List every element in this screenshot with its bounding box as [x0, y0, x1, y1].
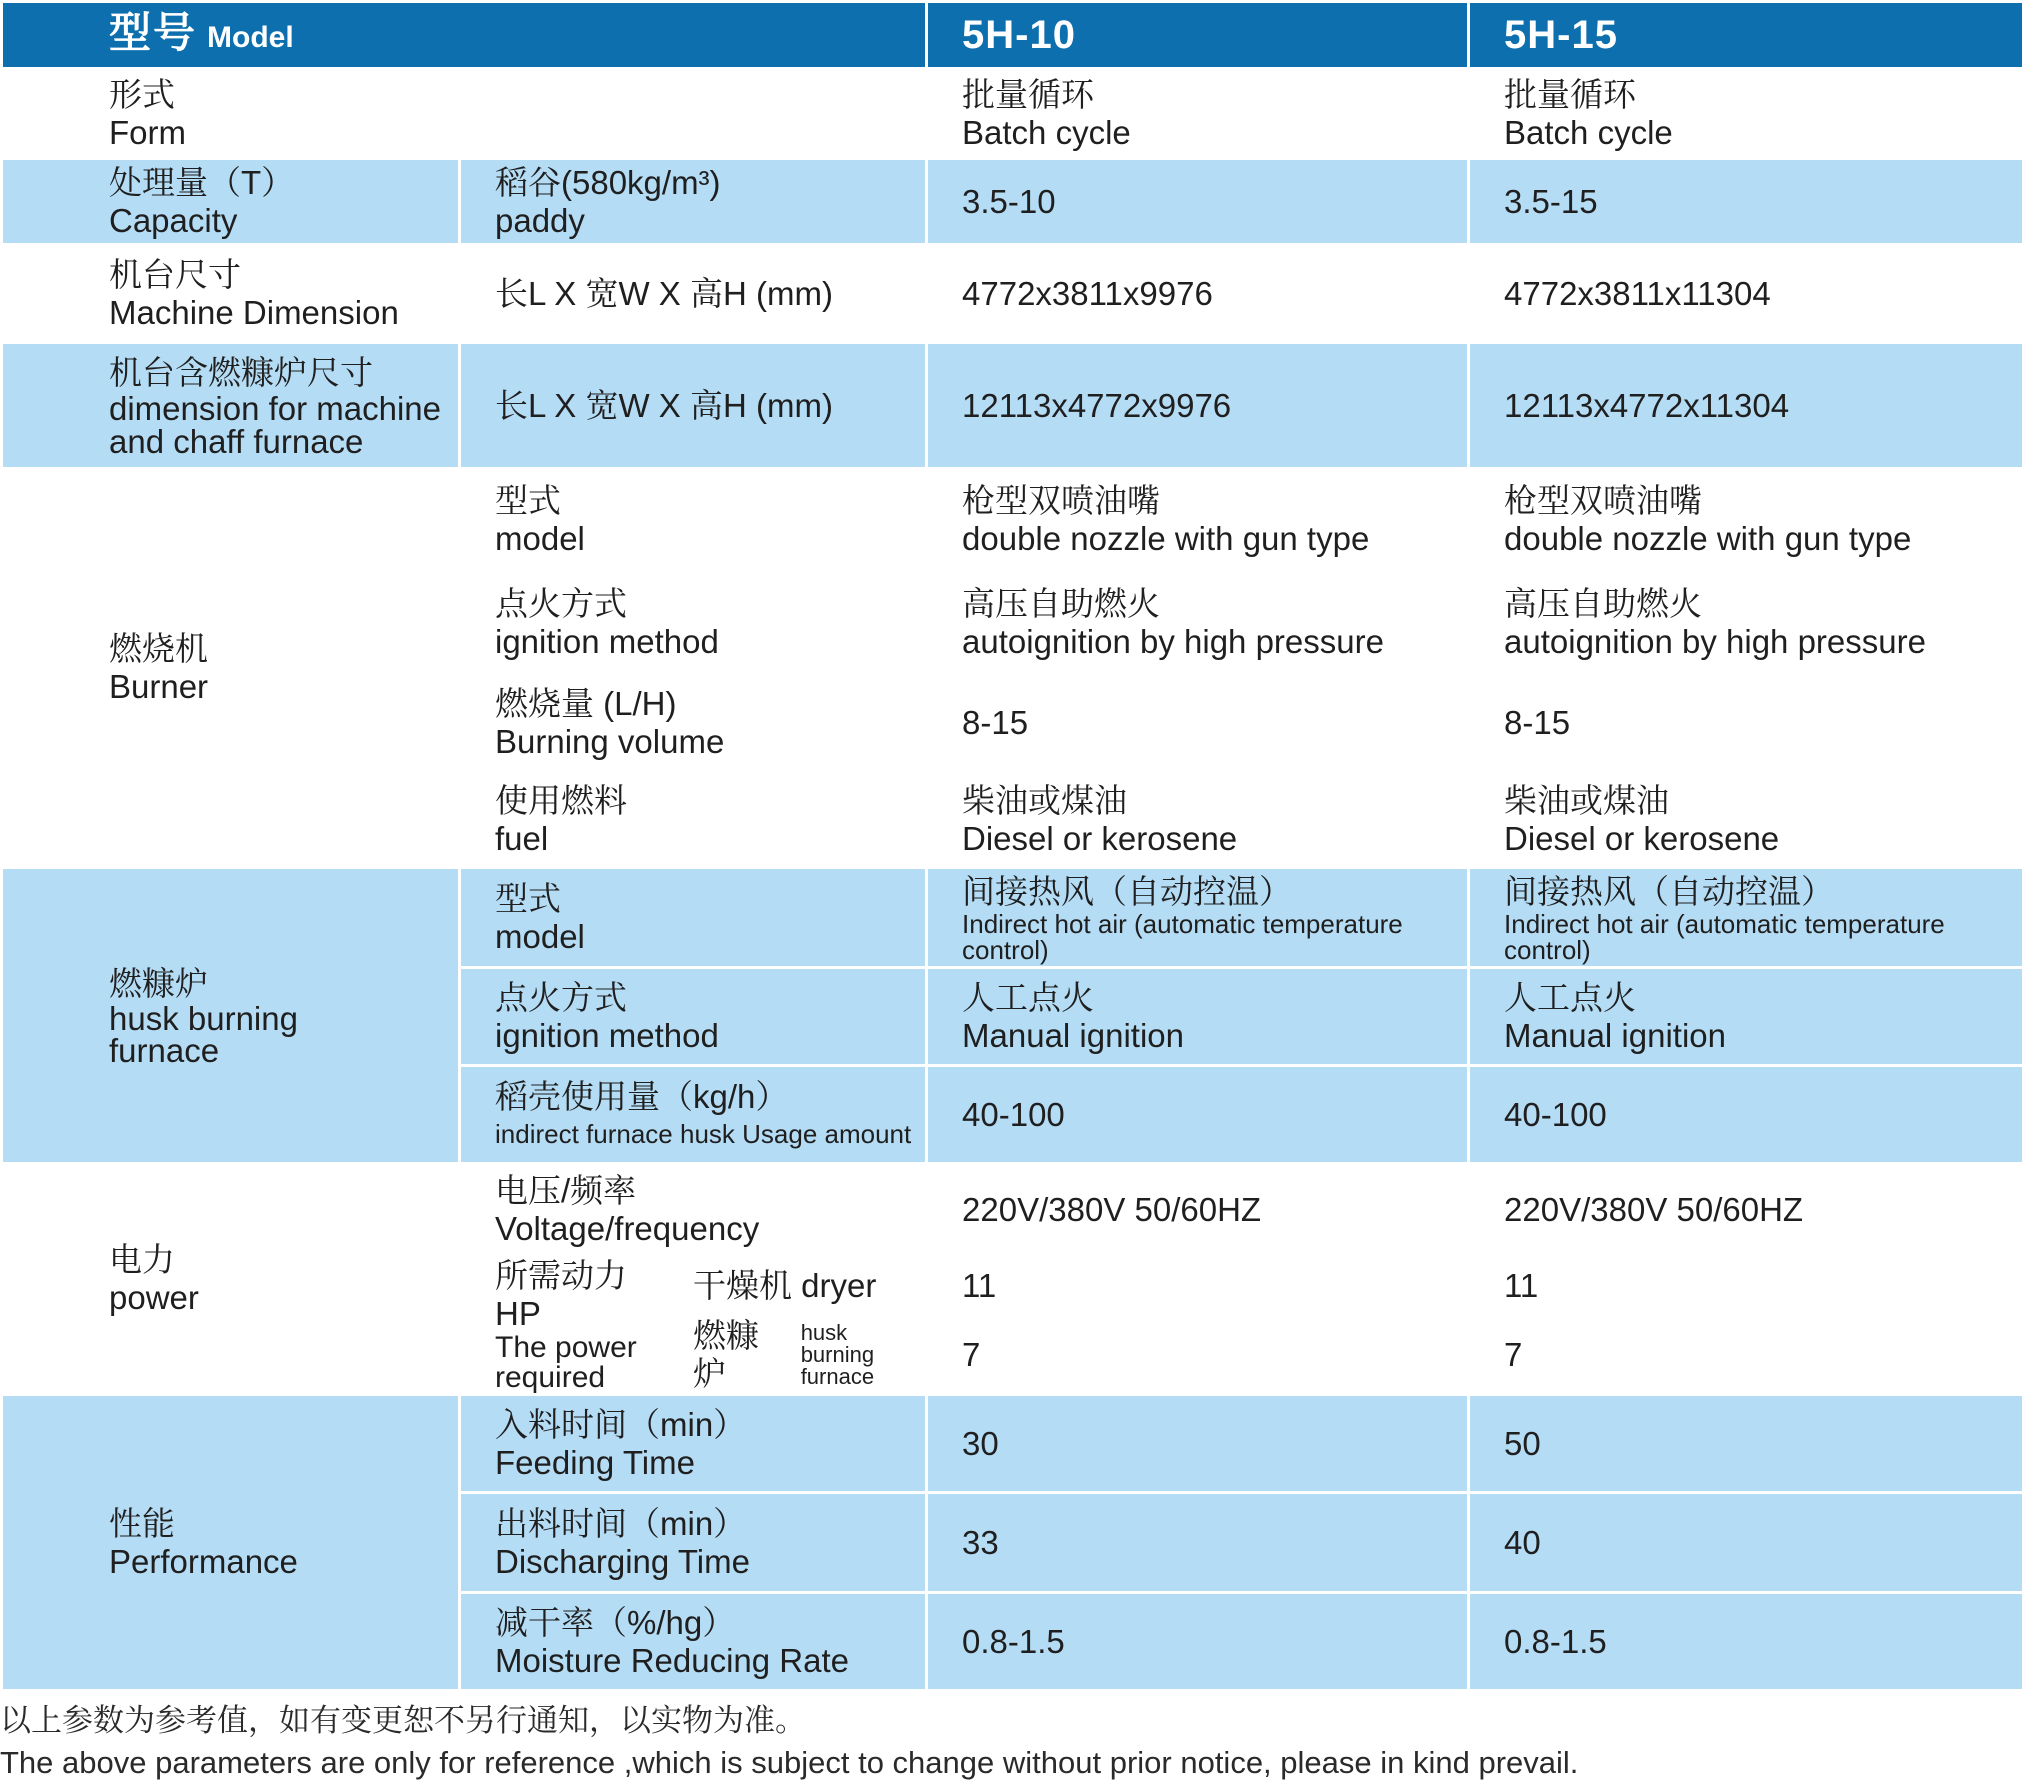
value-cell: 高压自助燃火 autoignition by high pressure [927, 572, 1469, 674]
header-model [2, 2, 927, 69]
group-label-power: 电力 power [2, 1164, 460, 1395]
sub-label: 减干率（%/hg） Moisture Reducing Rate [460, 1593, 927, 1691]
value-cell: 7 [927, 1316, 1469, 1395]
value-cell: 11 [1469, 1256, 2022, 1316]
group-label-burner: 燃烧机 Burner [2, 469, 460, 868]
sub-label: 点火方式 ignition method [460, 968, 927, 1066]
sub-label: 电压/频率 Voltage/frequency [460, 1164, 927, 1256]
table-row [2, 1164, 2022, 1256]
value-cell: 间接热风（自动控温） Indirect hot air (automatic temperature control) [927, 868, 1469, 968]
table-row [2, 469, 2022, 572]
value-cell: 人工点火 Manual ignition [1469, 968, 2022, 1066]
sub-label: 型式 model [460, 868, 927, 968]
value-cell: 11 [927, 1256, 1469, 1316]
footnote-en: The above parameters are only for reference ,which is subject to change without prior notice, please in kind prevail. [0, 1742, 1578, 1784]
value-cell: 柴油或煤油 Diesel or kerosene [1469, 772, 2022, 868]
value-cell: 40-100 [1469, 1066, 2022, 1164]
row-label: 处理量（T） Capacity [2, 159, 460, 245]
value-cell: 40 [1469, 1493, 2022, 1593]
empty-cell [460, 69, 927, 159]
table-row [2, 245, 2022, 343]
power-required-label: 所需动力 HP The power required [460, 1256, 680, 1395]
value-cell: 33 [927, 1493, 1469, 1593]
footnotes [0, 1700, 1578, 1784]
value-cell: 40-100 [927, 1066, 1469, 1164]
value-cell: 50 [1469, 1395, 2022, 1493]
table-header [2, 2, 2022, 69]
row-label: 机台含燃糠炉尺寸 dimension for machine and chaff furnace [2, 343, 460, 469]
value-cell: 批量循环 Batch cycle [927, 69, 1469, 159]
sub-label: 点火方式 ignition method [460, 572, 927, 674]
table-row [2, 159, 2022, 245]
value-cell: 高压自助燃火 autoignition by high pressure [1469, 572, 2022, 674]
sub-label: 型式 model [460, 469, 927, 572]
value-cell: 枪型双喷油嘴 double nozzle with gun type [1469, 469, 2022, 572]
group-label-husk-furnace: 燃糠炉 husk burning furnace [2, 868, 460, 1164]
value-cell: 人工点火 Manual ignition [927, 968, 1469, 1066]
value-cell: 间接热风（自动控温） Indirect hot air (automatic temperature control) [1469, 868, 2022, 968]
sub-label: 长L X 宽W X 高H (mm) [460, 245, 927, 343]
value-cell: 4772x3811x9976 [927, 245, 1469, 343]
sub-label: 燃烧量 (L/H) Burning volume [460, 674, 927, 772]
value-cell: 8-15 [927, 674, 1469, 772]
row-label: 机台尺寸 Machine Dimension [2, 245, 460, 343]
value-cell: 12113x4772x9976 [927, 343, 1469, 469]
value-cell: 批量循环 Batch cycle [1469, 69, 2022, 159]
footnote-cn: 以上参数为参考值，如有变更恕不另行通知，以实物为准。 [0, 1700, 1578, 1742]
value-cell: 3.5-15 [1469, 159, 2022, 245]
value-cell: 0.8-1.5 [1469, 1593, 2022, 1691]
sub-label: 长L X 宽W X 高H (mm) [460, 343, 927, 469]
header-model-en: Model [207, 21, 294, 54]
group-label-performance: 性能 Performance [2, 1395, 460, 1691]
value-cell: 220V/380V 50/60HZ [927, 1164, 1469, 1256]
sub-label: 稻壳使用量（kg/h） indirect furnace husk Usage amount [460, 1066, 927, 1164]
table-row [2, 868, 2022, 968]
table-row [2, 343, 2022, 469]
value-cell: 30 [927, 1395, 1469, 1493]
value-cell: 220V/380V 50/60HZ [1469, 1164, 2022, 1256]
value-cell: 柴油或煤油 Diesel or kerosene [927, 772, 1469, 868]
husk-furnace-label: 燃糠炉 husk burning furnace [680, 1316, 927, 1395]
value-cell: 3.5-10 [927, 159, 1469, 245]
value-cell: 枪型双喷油嘴 double nozzle with gun type [927, 469, 1469, 572]
header-model-cn: 型号 [109, 9, 197, 56]
value-cell: 0.8-1.5 [927, 1593, 1469, 1691]
table-row [2, 1395, 2022, 1493]
header-col-5h10: 5H-10 [927, 2, 1469, 69]
sub-label: 出料时间（min） Discharging Time [460, 1493, 927, 1593]
value-cell: 4772x3811x11304 [1469, 245, 2022, 343]
sub-label: 入料时间（min） Feeding Time [460, 1395, 927, 1493]
value-cell: 12113x4772x11304 [1469, 343, 2022, 469]
header-col-5h15: 5H-15 [1469, 2, 2022, 69]
row-label: 形式 Form [2, 69, 460, 159]
value-cell: 8-15 [1469, 674, 2022, 772]
table-row [2, 69, 2022, 159]
dryer-label: 干燥机 dryer [680, 1256, 927, 1316]
sub-label: 稻谷(580kg/m³) paddy [460, 159, 927, 245]
value-cell: 7 [1469, 1316, 2022, 1395]
sub-label: 使用燃料 fuel [460, 772, 927, 868]
